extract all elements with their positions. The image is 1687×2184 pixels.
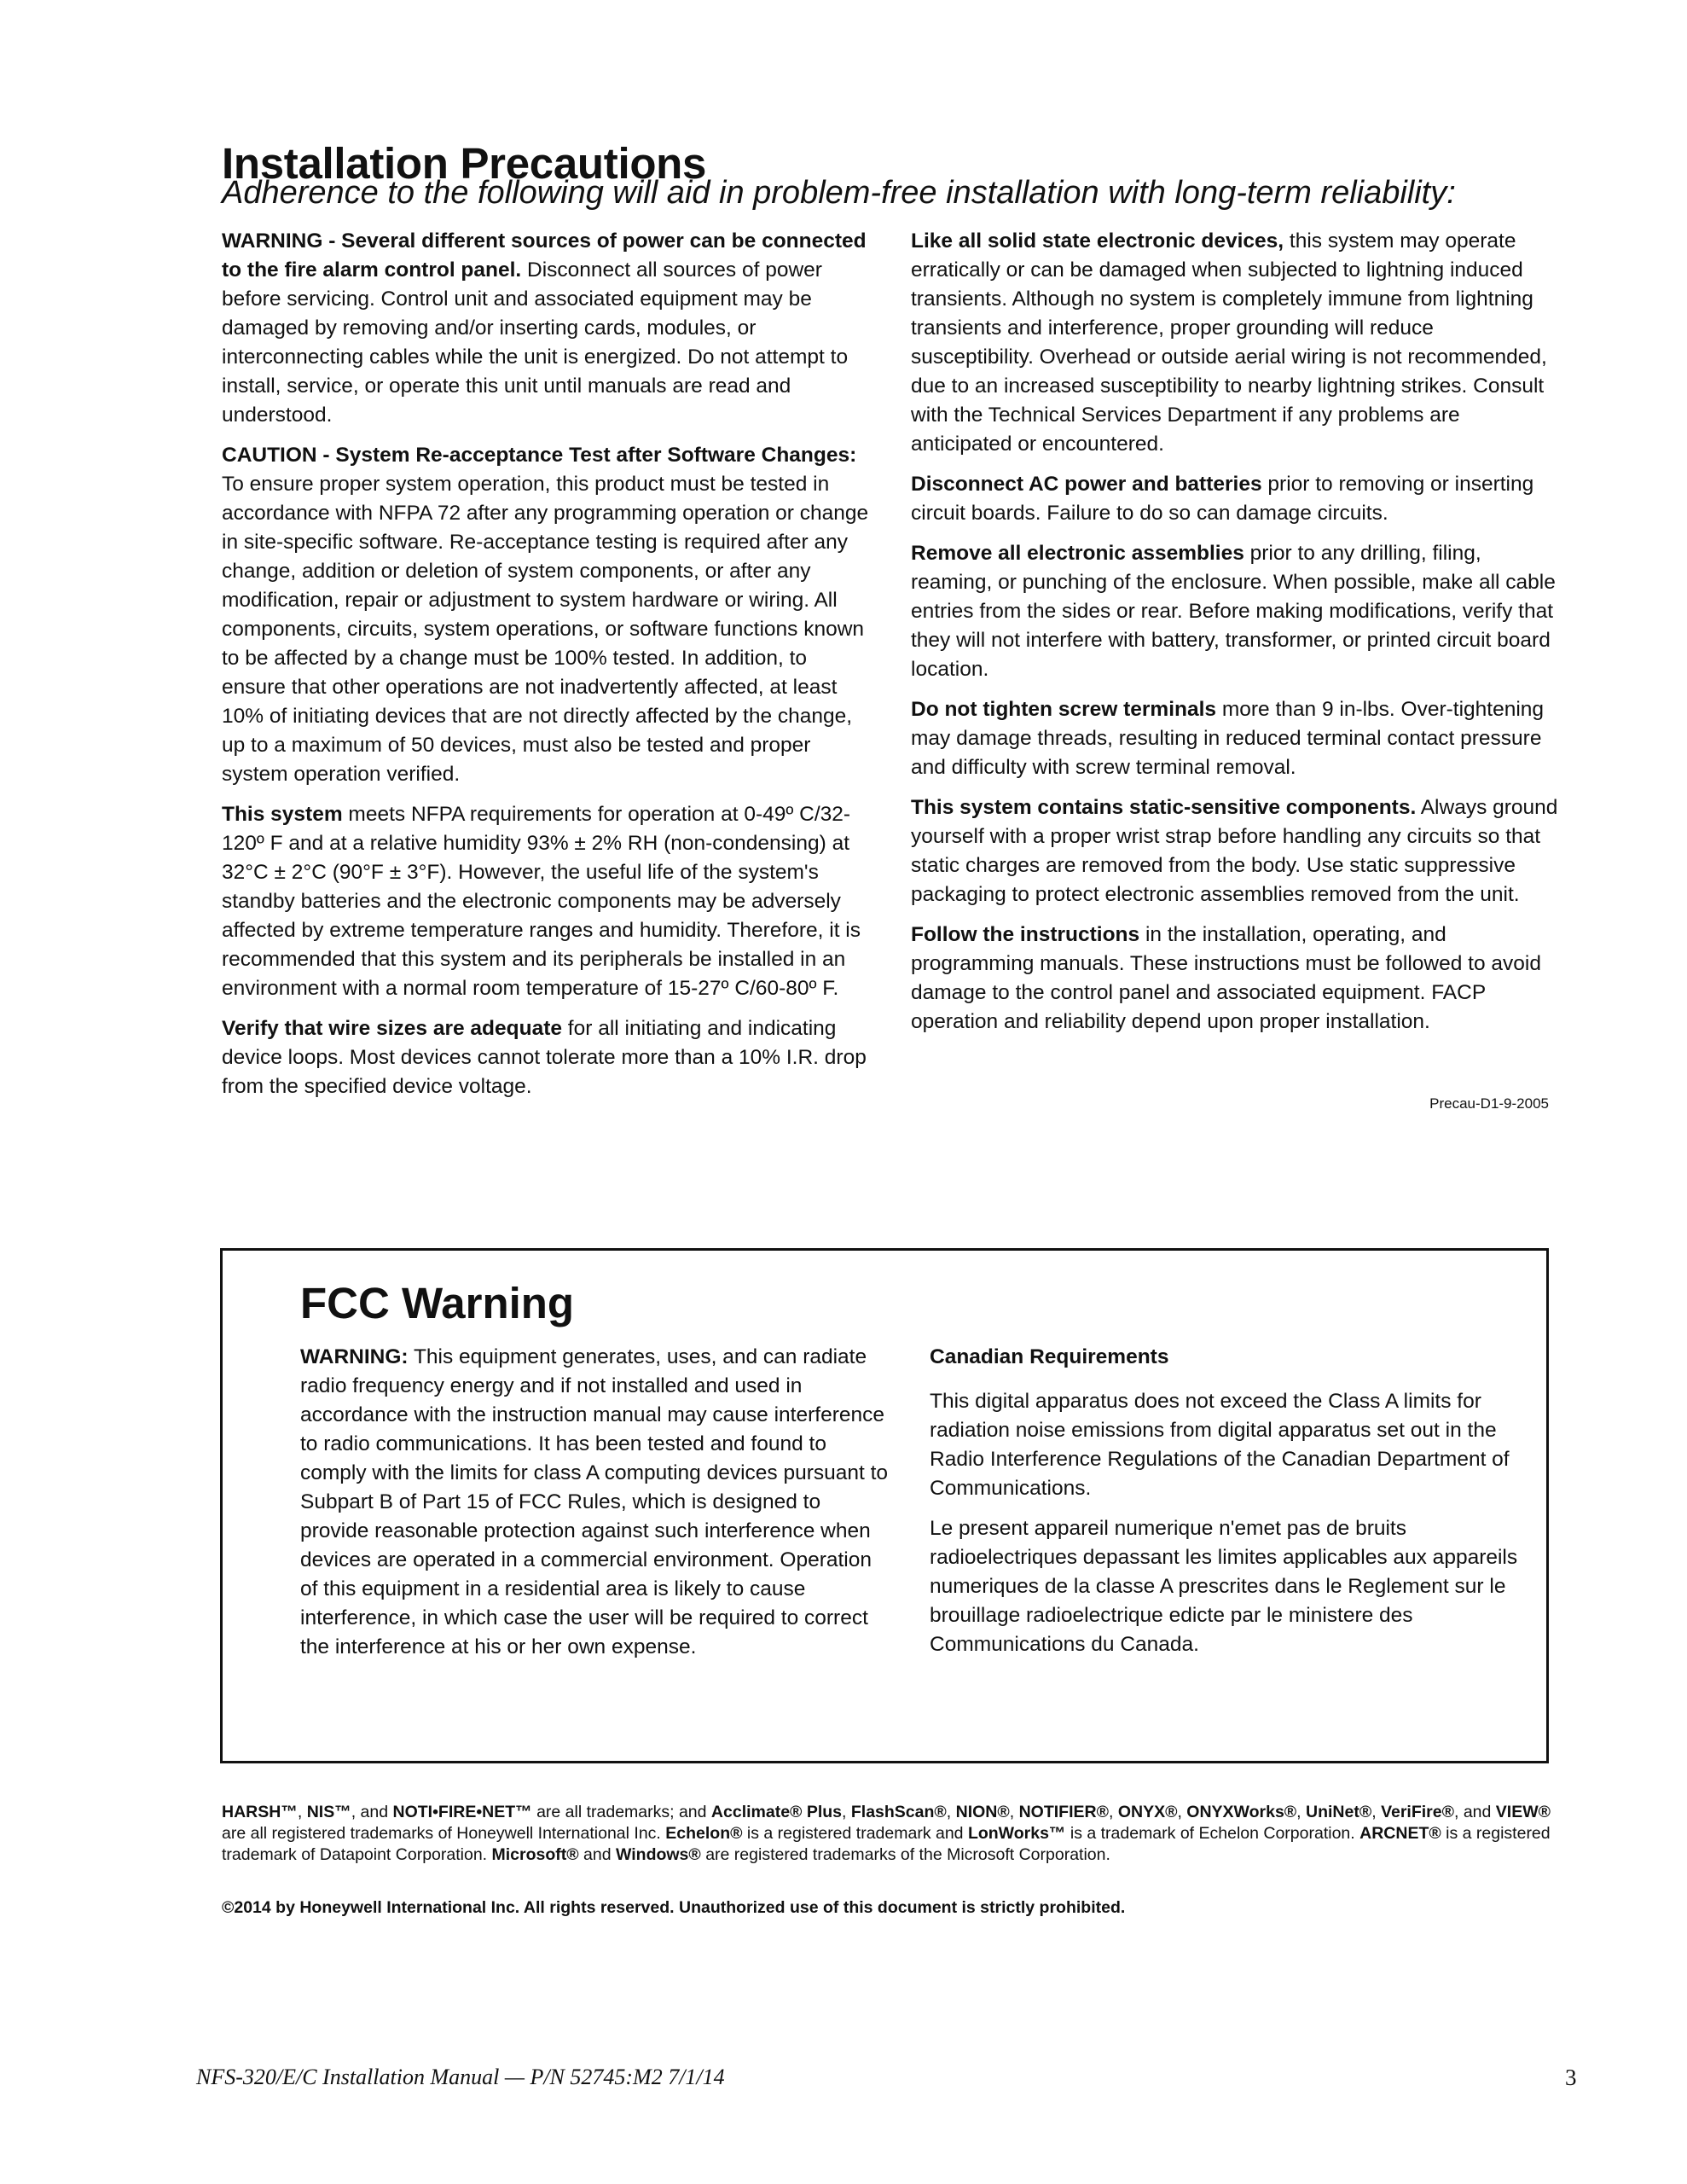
fcc-warning-paragraph: WARNING: This equipment generates, uses, and can radiate radio frequency energy and if not installed and used in accordance with the instruction manual may cause interference to radio communications. It has been tested and found to comply with the limits for class A computing devices pursuant to Subpart B of Part 15 of FCC Rules, which is designed to provide reasonable protection against such interference when devices are operated in a commercial environment. Operation of this equipment in a residential area is likely to cause interference, in which case the user will be required to correct the interference at his or her own expense. bbox=[300, 1345, 889, 1658]
precaution-paragraph: Like all solid state electronic devices, this system may operate erratically or can be damaged when subjected to lightning induced transients. Although no system is completely immune from lightning transients and interference, proper grounding will reduce susceptibility. Overhead or outside aerial wiring is not recommended, due to an increased susceptibility to nearby lightning strikes. Consult with the Technical Services Department if any problems are anticipated or encountered. bbox=[911, 229, 1547, 456]
trademark-name: VeriFire® bbox=[1381, 1803, 1454, 1821]
trademark-text: , bbox=[1108, 1803, 1118, 1821]
document-code: Precau-D1-9-2005 bbox=[1429, 1095, 1549, 1112]
trademark-text: are all registered trademarks of Honeywell International Inc. bbox=[222, 1824, 666, 1843]
trademark-name: HARSH™ bbox=[222, 1803, 298, 1821]
trademark-text: , and bbox=[1453, 1803, 1496, 1821]
precaution-paragraph: Verify that wire sizes are adequate for all initiating and indicating device loops. Most devices cannot tolerate more than a 10% I.R. drop from the specified device voltage. bbox=[222, 1017, 867, 1098]
precautions-right-column bbox=[911, 227, 1561, 1048]
trademark-text: is a registered trademark of Datapoint Corporation. bbox=[222, 1824, 1551, 1864]
trademark-name: NOTI•FIRE•NET™ bbox=[392, 1803, 532, 1821]
precaution-paragraph: Disconnect AC power and batteries prior to removing or inserting circuit boards. Failure to do so can damage circuits. bbox=[911, 473, 1534, 525]
precaution-paragraph: This system meets NFPA requirements for operation at 0-49º C/32-120º F and at a relative humidity 93% ± 2% RH (non-condensing) at 32°C ± 2°C (90°F ± 3°F). However, the useful life of the system's standby batteries and the electronic components may be adversely affected by extreme temperature ranges and humidity. Therefore, it is recommended that this system and its peripherals be installed in an environment with a normal room temperature of 15-27º C/60-80º F. bbox=[222, 803, 861, 1000]
precaution-paragraph: Remove all electronic assemblies prior to any drilling, filing, reaming, or punching of the enclosure. When possible, make all cable entries from the sides or rear. Before making modifications, verify that they will not interfere with battery, transformer, or printed circuit board location. bbox=[911, 542, 1556, 681]
trademark-text: , bbox=[297, 1803, 307, 1821]
trademark-text: , bbox=[1371, 1803, 1382, 1821]
trademark-text: , bbox=[1296, 1803, 1307, 1821]
precaution-paragraph: This system contains static-sensitive components. Always ground yourself with a proper wrist strap before handling any circuits so that static charges are removed from the body. Use static suppressive packaging to protect electronic assemblies removed from the unit. bbox=[911, 796, 1558, 906]
trademark-name: ARCNET® bbox=[1359, 1824, 1441, 1843]
canadian-requirements-heading: Canadian Requirements bbox=[930, 1345, 1169, 1368]
trademark-name: ONYX® bbox=[1117, 1803, 1178, 1821]
trademark-name: Acclimate® Plus bbox=[710, 1803, 843, 1821]
fcc-warning-box bbox=[220, 1248, 1549, 1763]
trademark-text: , bbox=[1009, 1803, 1019, 1821]
trademark-name: LonWorks™ bbox=[967, 1824, 1066, 1843]
precautions-left-column bbox=[222, 227, 870, 1112]
trademark-name: Echelon® bbox=[665, 1824, 743, 1843]
canadian-requirements-column bbox=[930, 1343, 1518, 1670]
precaution-paragraph: WARNING - Several different sources of power can be connected to the fire alarm control panel. Disconnect all sources of power before servicing. Control unit and associated equipment may be damaged by removing and/or inserting cards, modules, or interconnecting cables while the unit is energized. Do not attempt to install, service, or operate this unit until manuals are read and understood. bbox=[222, 229, 867, 427]
precaution-paragraph: CAUTION - System Re-acceptance Test after Software Changes: To ensure proper system operation, this product must be tested in accordance with NFPA 72 after any programming operation or change in site-specific software. Re-acceptance testing is required after any change, addition or deletion of system components, or after any modification, repair or adjustment to system hardware or wiring. All components, circuits, system operations, or software functions known to be affected by a change must be 100% tested. In addition, to ensure that other operations are not inadvertently affected, at least 10% of initiating devices that are not directly affected by the change, up to a maximum of 50 devices, must also be tested and proper system operation verified. bbox=[222, 444, 869, 786]
page-title: Installation Precautions bbox=[222, 139, 707, 189]
trademark-text: , and bbox=[351, 1803, 393, 1821]
trademark-name: FlashScan® bbox=[850, 1803, 947, 1821]
trademark-name: VIEW® bbox=[1495, 1803, 1551, 1821]
footer-manual-title: NFS-320/E/C Installation Manual — P/N 52745:M2 7/1/14 bbox=[196, 2065, 725, 2089]
trademark-text: , bbox=[842, 1803, 851, 1821]
trademark-name: Windows® bbox=[616, 1845, 701, 1864]
trademark-text: are registered trademarks of the Microsoft Corporation. bbox=[700, 1845, 1110, 1864]
trademark-text: , bbox=[1177, 1803, 1187, 1821]
fcc-title: FCC Warning bbox=[300, 1279, 575, 1327]
canadian-requirements-french: Le present appareil numerique n'emet pas de bruits radioelectriques depassant les limites applicables aux appareils numeriques de la classe A prescrites dans le Reglement sur le brouillage radioelectrique edicte par le ministere des Communications du Canada. bbox=[930, 1517, 1518, 1656]
trademark-text: and bbox=[578, 1845, 616, 1864]
trademark-name: NIS™ bbox=[306, 1803, 351, 1821]
page-number: 3 bbox=[1565, 2065, 1577, 2090]
trademark-name: NOTIFIER® bbox=[1018, 1803, 1109, 1821]
trademarks-notice bbox=[222, 1802, 1552, 1866]
precaution-paragraph: Do not tighten screw terminals more than 9 in-lbs. Over-tightening may damage threads, resulting in reduced terminal contact pressure and difficulty with screw terminal removal. bbox=[911, 698, 1545, 779]
copyright-notice: ©2014 by Honeywell International Inc. All rights reserved. Unauthorized use of this document is strictly prohibited. bbox=[222, 1898, 1126, 1917]
trademark-name: NION® bbox=[955, 1803, 1010, 1821]
trademark-text: , bbox=[946, 1803, 956, 1821]
trademark-name: ONYXWorks® bbox=[1186, 1803, 1297, 1821]
trademark-name: Microsoft® bbox=[491, 1845, 579, 1864]
canadian-requirements-english: This digital apparatus does not exceed the Class A limits for radiation noise emissions from digital apparatus set out in the Radio Interference Regulations of the Canadian Department of Communications. bbox=[930, 1390, 1510, 1500]
page-subtitle: Adherence to the following will aid in problem-free installation with long-term reliability: bbox=[222, 175, 1456, 211]
fcc-warning-column bbox=[300, 1343, 889, 1673]
trademark-text: is a trademark of Echelon Corporation. bbox=[1065, 1824, 1360, 1843]
trademark-text: is a registered trademark and bbox=[742, 1824, 968, 1843]
trademark-text: are all trademarks; and bbox=[531, 1803, 711, 1821]
trademark-name: UniNet® bbox=[1306, 1803, 1372, 1821]
precaution-paragraph: Follow the instructions in the installation, operating, and programming manuals. These instructions must be followed to avoid damage to the control panel and associated equipment. FACP operation and reliability depend upon proper installation. bbox=[911, 923, 1541, 1033]
